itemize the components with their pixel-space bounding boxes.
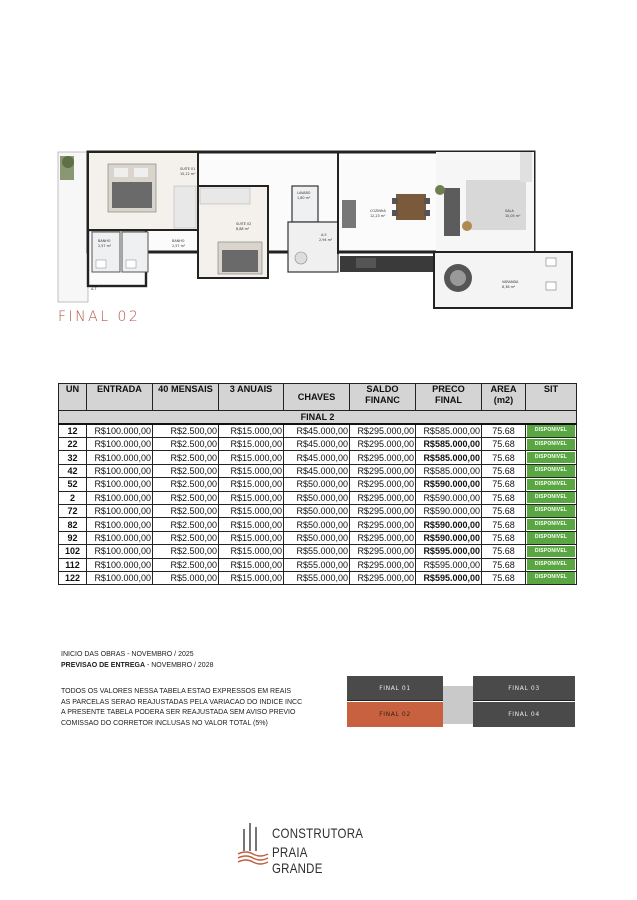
final-02-block: FINAL 02 — [347, 702, 443, 727]
room-area-banho-1: 2,57 m² — [98, 244, 112, 248]
cell-3-anuais: R$15.000,00 — [219, 491, 284, 504]
cell-chaves: R$45.000,00 — [284, 424, 350, 438]
cell-preco-final: R$595.000,00 — [416, 571, 482, 584]
cell-entrada: R$100.000,00 — [87, 558, 153, 571]
header-preco-line2: FINAL — [434, 395, 463, 405]
status-badge: DISPONIVEL — [527, 505, 575, 516]
cell-40-mensais: R$2.500,00 — [153, 491, 219, 504]
cell-entrada: R$100.000,00 — [87, 451, 153, 464]
room-label-as: A.S — [321, 233, 327, 237]
logo-mark-icon — [236, 823, 270, 865]
final-03-block: FINAL 03 — [473, 676, 575, 701]
cell-sit — [526, 545, 577, 558]
cell-40-mensais: R$2.500,00 — [153, 424, 219, 438]
cell-chaves: R$45.000,00 — [284, 451, 350, 464]
cell-preco-final: R$590.000,00 — [416, 478, 482, 491]
status-badge: DISPONIVEL — [527, 559, 575, 570]
cell-saldo-financ: R$295.000,00 — [350, 424, 416, 438]
price-table — [58, 383, 577, 585]
cell-entrada: R$100.000,00 — [87, 531, 153, 544]
cell-preco-final: R$585.000,00 — [416, 424, 482, 438]
header-preco-final — [416, 384, 482, 411]
room-label-varanda: VARANDA — [502, 280, 519, 284]
cell-area: 75.68 — [482, 491, 526, 504]
cell-preco-final: R$590.000,00 — [416, 518, 482, 531]
cell-area: 75.68 — [482, 504, 526, 517]
note-line: A PRESENTE TABELA PODERA SER REAJUSTADA SEM AVISO PREVIO — [61, 709, 296, 717]
room-label-suite-02: SUITE 02 — [236, 222, 252, 226]
cell-40-mensais: R$2.500,00 — [153, 558, 219, 571]
room-area-lavabo: 1,80 m² — [297, 196, 311, 200]
previsao-entrega-label: PREVISAO DE ENTREGA — [61, 661, 146, 669]
table-row — [59, 464, 577, 477]
table-row — [59, 571, 577, 584]
cell-chaves: R$55.000,00 — [284, 558, 350, 571]
floor-plan — [56, 150, 576, 310]
table-row — [59, 545, 577, 558]
company-logo — [236, 823, 366, 876]
cell-40-mensais: R$2.500,00 — [153, 451, 219, 464]
cell-entrada: R$100.000,00 — [87, 478, 153, 491]
note-line: TODOS OS VALORES NESSA TABELA ESTAO EXPRESSOS EM REAIS — [61, 688, 292, 696]
plan-title: FINAL 02 — [58, 309, 141, 325]
group-row — [59, 411, 577, 425]
header-3-anuais: 3 ANUAIS — [219, 384, 284, 411]
group-label: FINAL 2 — [59, 411, 577, 425]
cell-saldo-financ: R$295.000,00 — [350, 464, 416, 477]
cell-entrada: R$100.000,00 — [87, 491, 153, 504]
cell-saldo-financ: R$295.000,00 — [350, 571, 416, 584]
cell-area: 75.68 — [482, 424, 526, 438]
room-area-varanda: 8,38 m² — [502, 285, 516, 289]
cell-saldo-financ: R$295.000,00 — [350, 491, 416, 504]
cell-chaves: R$50.000,00 — [284, 478, 350, 491]
cell-40-mensais: R$2.500,00 — [153, 531, 219, 544]
cell-preco-final: R$585.000,00 — [416, 438, 482, 451]
status-badge: DISPONIVEL — [527, 425, 575, 436]
cell-saldo-financ: R$295.000,00 — [350, 504, 416, 517]
header-chaves: CHAVES — [284, 384, 350, 411]
cell-entrada: R$100.000,00 — [87, 518, 153, 531]
status-badge: DISPONIVEL — [527, 452, 575, 463]
cell-un: 112 — [59, 558, 87, 571]
table-header-row — [59, 384, 577, 411]
cell-chaves: R$55.000,00 — [284, 571, 350, 584]
status-badge: DISPONIVEL — [527, 465, 575, 476]
final-04-block: FINAL 04 — [473, 702, 575, 727]
final-01-block: FINAL 01 — [347, 676, 443, 701]
cell-sit — [526, 531, 577, 544]
cell-area: 75.68 — [482, 545, 526, 558]
note-line: AS PARCELAS SERAO REAJUSTADAS PELA VARIACAO DO INDICE INCC — [61, 698, 303, 706]
cell-entrada: R$100.000,00 — [87, 571, 153, 584]
cell-3-anuais: R$15.000,00 — [219, 558, 284, 571]
cell-sit — [526, 518, 577, 531]
final-position-map — [347, 672, 575, 732]
cell-40-mensais: R$2.500,00 — [153, 464, 219, 477]
cell-preco-final: R$590.000,00 — [416, 504, 482, 517]
cell-saldo-financ: R$295.000,00 — [350, 438, 416, 451]
cell-un: 72 — [59, 504, 87, 517]
cell-un: 82 — [59, 518, 87, 531]
table-row — [59, 531, 577, 544]
cell-entrada: R$100.000,00 — [87, 438, 153, 451]
cell-saldo-financ: R$295.000,00 — [350, 558, 416, 571]
room-label-sala: SALA — [505, 209, 514, 213]
status-badge: DISPONIVEL — [527, 546, 575, 557]
cell-preco-final: R$595.000,00 — [416, 558, 482, 571]
room-label-at: A.T — [91, 287, 97, 291]
header-area-line1: AREA — [490, 384, 517, 394]
cell-area: 75.68 — [482, 464, 526, 477]
status-badge: DISPONIVEL — [527, 572, 575, 583]
cell-un: 52 — [59, 478, 87, 491]
cell-40-mensais: R$2.500,00 — [153, 504, 219, 517]
room-label-banho-2: BANHO — [172, 239, 185, 243]
cell-preco-final: R$590.000,00 — [416, 531, 482, 544]
cell-chaves: R$50.000,00 — [284, 531, 350, 544]
room-area-cozinha: 12,23 m² — [370, 214, 386, 218]
cell-sit — [526, 424, 577, 438]
cell-entrada: R$100.000,00 — [87, 504, 153, 517]
cell-area: 75.68 — [482, 518, 526, 531]
cell-sit — [526, 478, 577, 491]
cell-un: 122 — [59, 571, 87, 584]
room-area-banho-2: 2,57 m² — [172, 244, 186, 248]
cell-un: 32 — [59, 451, 87, 464]
cell-sit — [526, 571, 577, 584]
cell-preco-final: R$595.000,00 — [416, 545, 482, 558]
table-row — [59, 424, 577, 438]
cell-preco-final: R$585.000,00 — [416, 464, 482, 477]
logo-line1: CONSTRUTORA — [272, 825, 364, 841]
cell-area: 75.68 — [482, 571, 526, 584]
cell-3-anuais: R$15.000,00 — [219, 424, 284, 438]
cell-saldo-financ: R$295.000,00 — [350, 478, 416, 491]
status-badge: DISPONIVEL — [527, 519, 575, 530]
cell-40-mensais: R$2.500,00 — [153, 545, 219, 558]
header-preco-line1: PRECO — [432, 384, 465, 394]
cell-3-anuais: R$15.000,00 — [219, 451, 284, 464]
table-row — [59, 451, 577, 464]
room-area-suite-02: 8,88 m² — [236, 227, 250, 231]
inicio-obras: INICIO DAS OBRAS - NOVEMBRO / 2025 — [61, 651, 194, 658]
header-entrada: ENTRADA — [87, 384, 153, 411]
status-badge: DISPONIVEL — [527, 532, 575, 543]
cell-chaves: R$50.000,00 — [284, 518, 350, 531]
header-40-mensais: 40 MENSAIS — [153, 384, 219, 411]
header-saldo-line1: SALDO — [366, 384, 399, 394]
cell-chaves: R$50.000,00 — [284, 491, 350, 504]
room-area-suite-01: 10,12 m² — [180, 172, 196, 176]
cell-3-anuais: R$15.000,00 — [219, 531, 284, 544]
cell-area: 75.68 — [482, 438, 526, 451]
table-row — [59, 558, 577, 571]
cell-sit — [526, 464, 577, 477]
header-area-line2: (m2) — [493, 395, 514, 405]
previsao-entrega-value: - NOVEMBRO / 2028 — [145, 661, 214, 669]
cell-saldo-financ: R$295.000,00 — [350, 518, 416, 531]
header-saldo-financ — [350, 384, 416, 411]
cell-40-mensais: R$2.500,00 — [153, 438, 219, 451]
cell-3-anuais: R$15.000,00 — [219, 478, 284, 491]
room-label-suite-01: SUITE 01 — [180, 167, 196, 171]
cell-40-mensais: R$5.000,00 — [153, 571, 219, 584]
cell-3-anuais: R$15.000,00 — [219, 464, 284, 477]
cell-entrada: R$100.000,00 — [87, 424, 153, 438]
room-label-lavabo: LAVABO — [297, 191, 311, 195]
cell-preco-final: R$590.000,00 — [416, 491, 482, 504]
core-block — [443, 686, 473, 724]
cell-sit — [526, 491, 577, 504]
room-label-banho-1: BANHO — [98, 239, 111, 243]
header-saldo-line2: FINANC — [365, 395, 400, 405]
cell-un: 92 — [59, 531, 87, 544]
cell-sit — [526, 558, 577, 571]
status-badge: DISPONIVEL — [527, 439, 575, 450]
cell-saldo-financ: R$295.000,00 — [350, 531, 416, 544]
cell-sit — [526, 504, 577, 517]
cell-chaves: R$45.000,00 — [284, 438, 350, 451]
header-un: UN — [59, 384, 87, 411]
room-label-cozinha: COZINHA — [370, 209, 386, 213]
cell-preco-final: R$585.000,00 — [416, 451, 482, 464]
cell-un: 102 — [59, 545, 87, 558]
status-badge: DISPONIVEL — [527, 492, 575, 503]
cell-sit — [526, 451, 577, 464]
cell-chaves: R$45.000,00 — [284, 464, 350, 477]
cell-40-mensais: R$2.500,00 — [153, 478, 219, 491]
cell-area: 75.68 — [482, 478, 526, 491]
cell-3-anuais: R$15.000,00 — [219, 518, 284, 531]
cell-un: 22 — [59, 438, 87, 451]
logo-line2: PRAIA GRANDE — [272, 844, 323, 876]
cell-entrada: R$100.000,00 — [87, 545, 153, 558]
status-badge: DISPONIVEL — [527, 479, 575, 490]
cell-3-anuais: R$15.000,00 — [219, 504, 284, 517]
cell-sit — [526, 438, 577, 451]
cell-un: 2 — [59, 491, 87, 504]
cell-chaves: R$55.000,00 — [284, 545, 350, 558]
cell-saldo-financ: R$295.000,00 — [350, 451, 416, 464]
cell-area: 75.68 — [482, 451, 526, 464]
table-row — [59, 491, 577, 504]
cell-3-anuais: R$15.000,00 — [219, 571, 284, 584]
previsao-entrega — [61, 661, 302, 672]
cell-area: 75.68 — [482, 531, 526, 544]
cell-saldo-financ: R$295.000,00 — [350, 545, 416, 558]
cell-3-anuais: R$15.000,00 — [219, 545, 284, 558]
header-sit: SIT — [526, 384, 577, 411]
cell-un: 12 — [59, 424, 87, 438]
table-row — [59, 518, 577, 531]
cell-area: 75.68 — [482, 558, 526, 571]
room-area-as: 2,94 m² — [319, 238, 333, 242]
notes — [61, 650, 302, 730]
header-area — [482, 384, 526, 411]
cell-chaves: R$50.000,00 — [284, 504, 350, 517]
table-row — [59, 504, 577, 517]
table-row — [59, 438, 577, 451]
cell-entrada: R$100.000,00 — [87, 464, 153, 477]
room-area-sala: 10,05 m² — [505, 214, 521, 218]
table-row — [59, 478, 577, 491]
cell-un: 42 — [59, 464, 87, 477]
cell-3-anuais: R$15.000,00 — [219, 438, 284, 451]
note-line: COMISSAO DO CORRETOR INCLUSAS NO VALOR TOTAL (5%) — [61, 719, 268, 727]
cell-40-mensais: R$2.500,00 — [153, 518, 219, 531]
